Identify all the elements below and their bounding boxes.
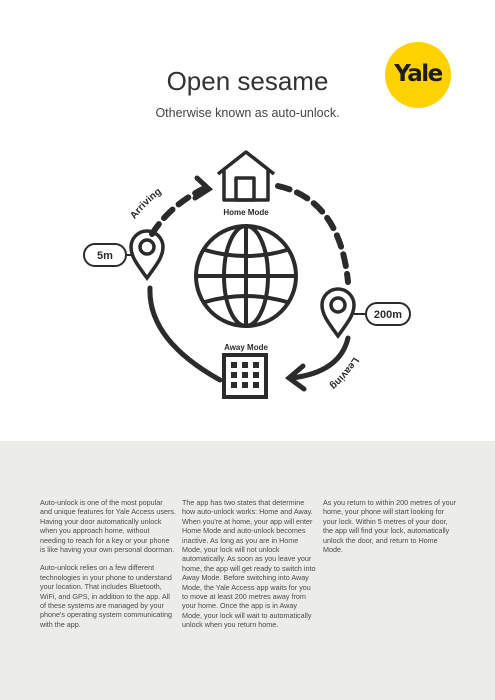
paragraph: Auto-unlock relies on a few different technologies in your phone to understand your location. That includes Bluetooth, WiFi, and GPS, in addition to the app. All of these systems are managed by your phone's operating system communicating with the app. <box>40 563 173 629</box>
leaving-label: Leaving <box>327 355 361 392</box>
home-to-pin-dashed-path <box>278 186 348 282</box>
far-distance-text: 200m <box>373 309 403 321</box>
text-column-1 <box>40 498 176 638</box>
paragraph: The app has two states that determine how auto-unlock works: Home and Away. When you're at home, your app will enter Home Mode and auto-unlock becomes inactive. As long as you are in Home Mode, your lock will not unlock automatically. As soon as you leave your home, the app will get ready to switch into Away Mode. Before switching into Away Mode, the Yale Access app waits for you to move at least 200 metres away from your home. Once the app is in Away Mode, your lock will wait to automatically unlock when you return home. <box>182 498 316 630</box>
page-title: Open sesame <box>166 66 329 96</box>
text-column-2 <box>182 498 318 639</box>
away-mode-label: Away Mode <box>224 343 268 352</box>
yale-logo: Yale <box>385 42 451 108</box>
arriving-label: Arriving <box>128 186 164 222</box>
page-subtitle: Otherwise known as auto-unlock. <box>155 106 340 120</box>
building-icon <box>224 355 266 397</box>
paragraph: Auto-unlock is one of the most popular and unique features for Yale Access users. Having your door automatically unlock when you approach home, without needing to reach for a key or your phone is like having your own personal doorman. <box>40 498 176 555</box>
globe-icon <box>196 226 296 326</box>
text-column-3 <box>323 498 459 563</box>
location-pin-icon <box>322 289 354 336</box>
paragraph: As you return to within 200 metres of your home, your phone will start looking for your lock. Within 5 metres of your door, the app will find your lock, automatically unlock the door, and return to Home Mode. <box>323 498 457 555</box>
near-distance-text: 5m <box>97 250 113 262</box>
auto-unlock-diagram <box>0 140 495 440</box>
location-pin-icon <box>131 231 163 278</box>
house-icon <box>218 152 274 200</box>
home-mode-label: Home Mode <box>223 208 269 217</box>
